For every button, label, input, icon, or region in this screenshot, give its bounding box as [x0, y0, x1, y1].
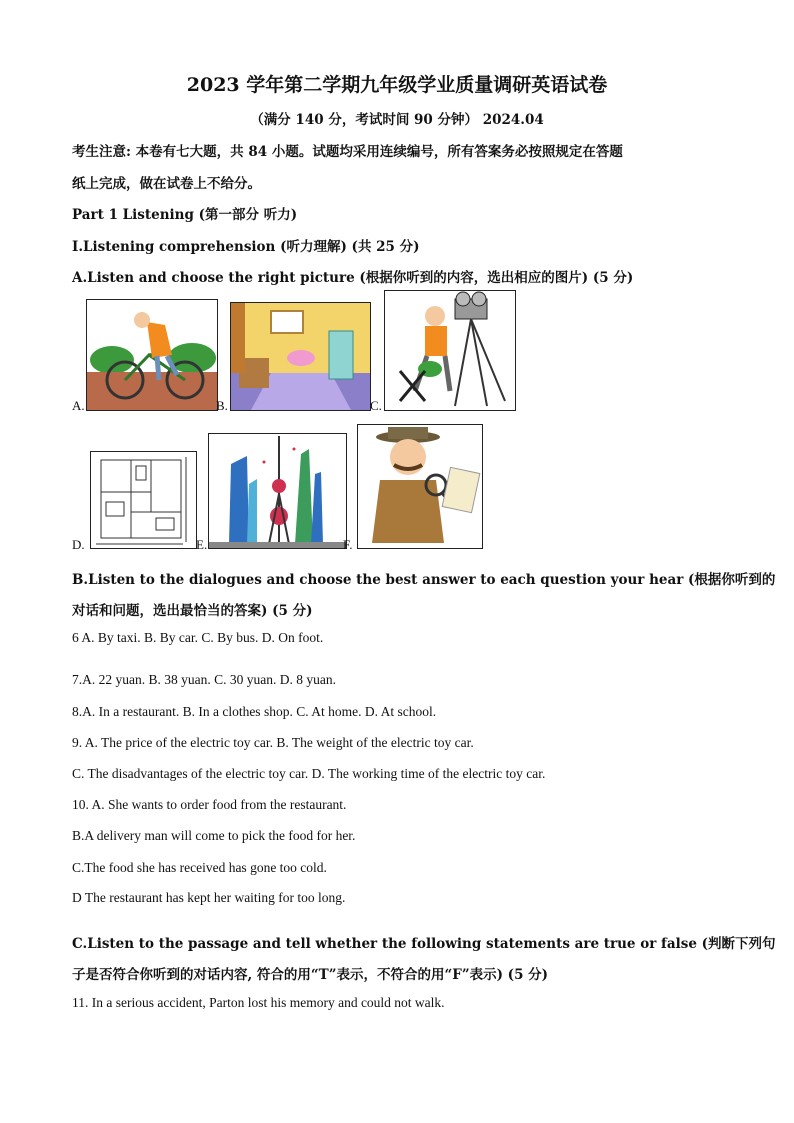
page-title: 2023 学年第二学期九年级学业质量调研英语试卷	[186, 74, 608, 96]
sectionC-heading-line-2: 子是否符合你听到的对话内容, 符合的用“T”表示，不符合的用“F”表示) (5 分)	[72, 967, 549, 983]
picture-label-a: A.	[72, 398, 85, 413]
floor-plan-icon	[90, 451, 197, 549]
detective-icon	[357, 424, 483, 549]
question-6: 6 A. By taxi. B. By car. C. By bus. D. On foot.	[72, 630, 324, 645]
question-10-option-a: 10. A. She wants to order food from the restaurant.	[72, 797, 347, 812]
picture-label-f: F.	[343, 537, 353, 552]
picture-label-d: D.	[72, 537, 85, 552]
section1-heading: I.Listening comprehension (听力理解) (共 25 分)	[72, 239, 420, 255]
picture-label-c: C.	[370, 398, 382, 413]
notice-line-1: 考生注意: 本卷有七大题，共 84 小题。试题均采用连续编号，所有答案务必按照规定在答题	[72, 144, 623, 160]
question-10-option-d: D The restaurant has kept her waiting for too long.	[72, 890, 346, 905]
question-9-line-2: C. The disadvantages of the electric toy car. D. The working time of the electric toy car.	[72, 766, 546, 781]
filmmaker-icon	[384, 290, 516, 411]
part1-heading: Part 1 Listening (第一部分 听力)	[72, 207, 298, 223]
city-skyline-icon	[208, 433, 347, 549]
sectionA-heading: A.Listen and choose the right picture (根据你听到的内容，选出相应的图片) (5 分)	[72, 270, 634, 286]
page-subtitle: （满分 140 分，考试时间 90 分钟） 2024.04	[250, 112, 544, 128]
sectionB-heading-line-2: 对话和问题，选出最恰当的答案) (5 分)	[72, 603, 313, 619]
picture-label-b: B.	[216, 398, 228, 413]
question-7: 7.A. 22 yuan. B. 38 yuan. C. 30 yuan. D. 8 yuan.	[72, 672, 336, 687]
bedroom-icon	[230, 302, 371, 411]
question-9-line-1: 9. A. The price of the electric toy car. B. The weight of the electric toy car.	[72, 735, 474, 750]
question-11: 11. In a serious accident, Parton lost his memory and could not walk.	[72, 995, 445, 1010]
notice-line-2: 纸上完成，做在试卷上不给分。	[72, 176, 261, 192]
cyclist-icon	[86, 299, 218, 411]
question-10-option-b: B.A delivery man will come to pick the food for her.	[72, 828, 356, 843]
question-10-option-c: C.The food she has received has gone too cold.	[72, 860, 327, 875]
sectionC-heading-line-1: C.Listen to the passage and tell whether the following statements are true or false (判断下列句	[72, 936, 776, 952]
question-8: 8.A. In a restaurant. B. In a clothes shop. C. At home. D. At school.	[72, 704, 437, 719]
sectionB-heading-line-1: B.Listen to the dialogues and choose the best answer to each question your hear (根据你听到的	[72, 572, 776, 588]
picture-label-e: E.	[196, 537, 208, 552]
